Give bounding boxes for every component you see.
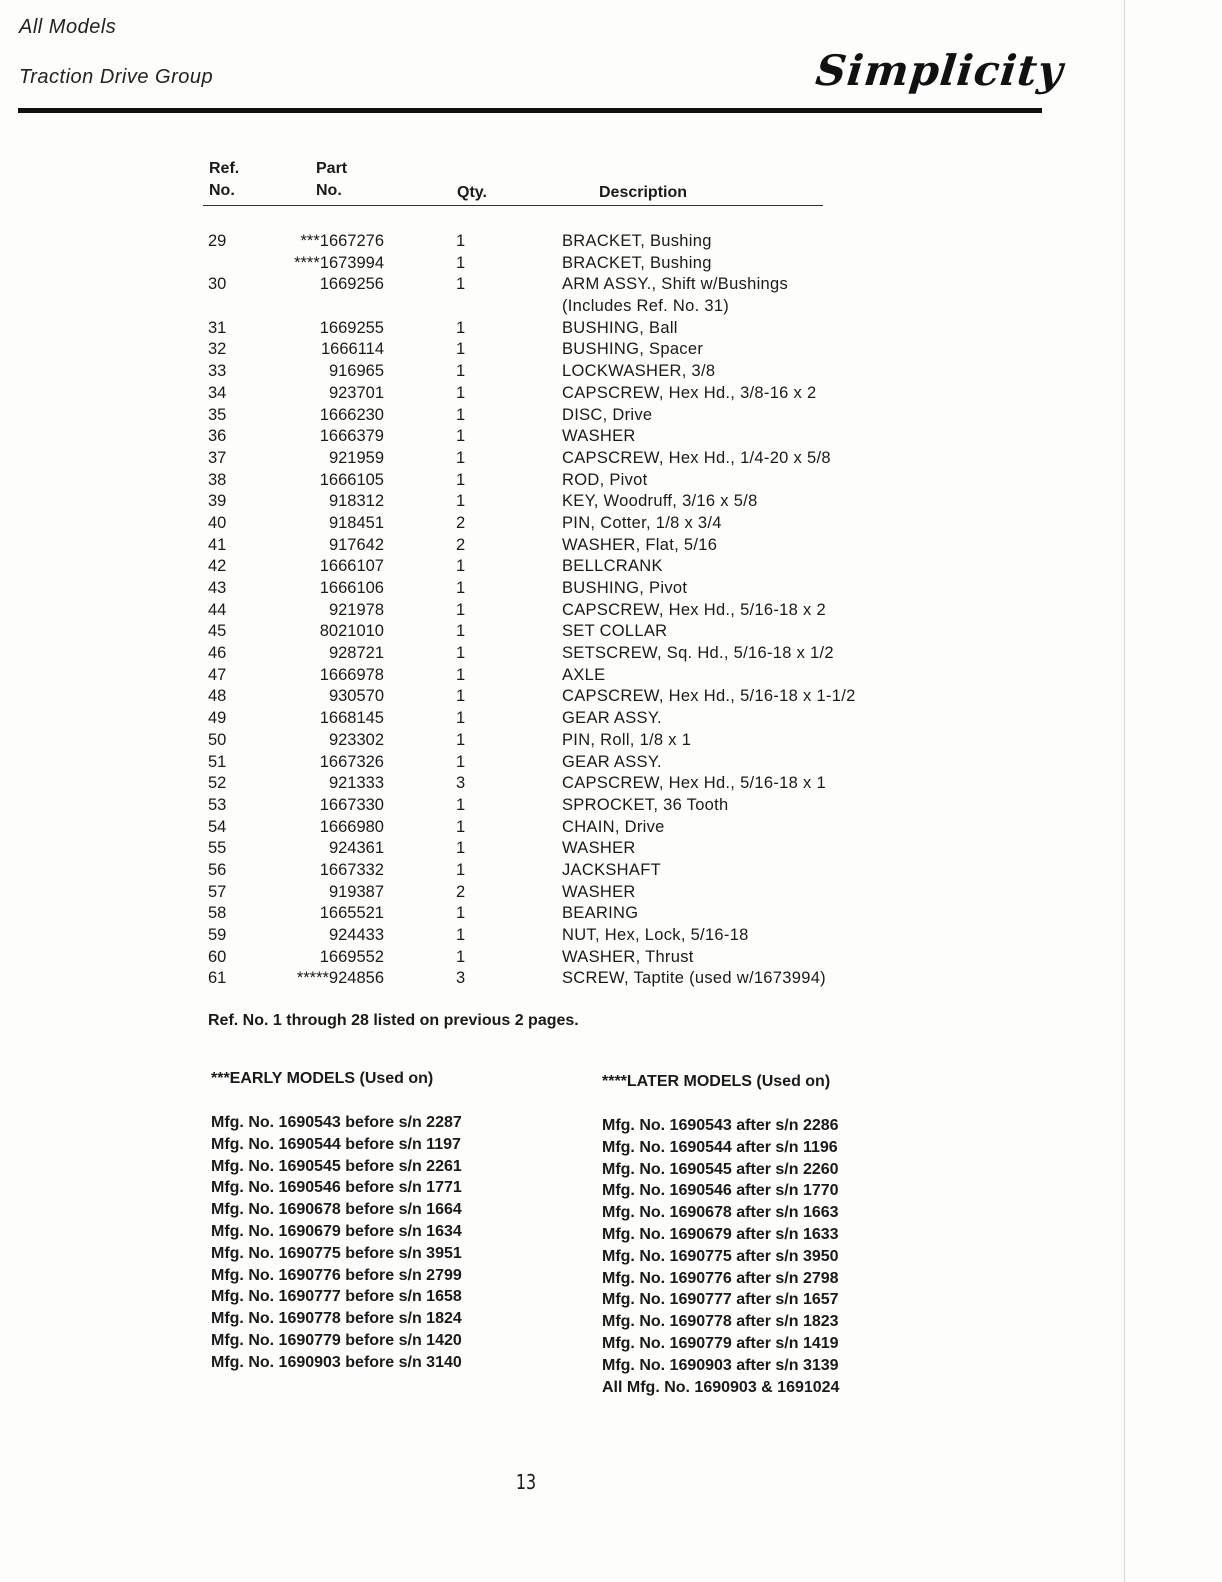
description-cell: CAPSCREW, Hex Hd., 3/8-16 x 2 <box>562 383 817 402</box>
part-number-cell: 1669255 <box>319 318 384 337</box>
ref-cell: 41 <box>208 535 227 554</box>
ref-cell: 30 <box>208 275 227 294</box>
later-models-heading: ****LATER MODELS (Used on) <box>602 1073 831 1090</box>
qty-cell: 1 <box>456 817 466 836</box>
table-row <box>0 621 1222 643</box>
table-row <box>0 773 1222 795</box>
description-cell: (Includes Ref. No. 31) <box>562 297 730 316</box>
table-row <box>0 838 1222 860</box>
qty-cell: 1 <box>456 253 466 272</box>
description-cell: LOCKWASHER, 3/8 <box>562 362 716 381</box>
description-cell: PIN, Roll, 1/8 x 1 <box>562 730 692 749</box>
qty-cell: 1 <box>456 665 466 684</box>
description-cell: JACKSHAFT <box>562 860 661 879</box>
qty-cell: 1 <box>456 448 466 467</box>
description-cell: CAPSCREW, Hex Hd., 5/16-18 x 1-1/2 <box>562 687 856 706</box>
part-number-cell: 1667330 <box>319 795 384 814</box>
model-line: Mfg. No. 1690776 after s/n 2798 <box>602 1269 839 1287</box>
qty-cell: 1 <box>456 383 466 402</box>
column-header-ref <box>209 158 239 202</box>
column-header-ref-line2: No. <box>209 182 235 199</box>
qty-cell: 1 <box>456 622 466 641</box>
model-line: Mfg. No. 1690778 before s/n 1824 <box>211 1310 462 1328</box>
part-number-cell: 1665521 <box>319 904 384 923</box>
model-line: Mfg. No. 1690545 before s/n 2261 <box>211 1157 462 1175</box>
ref-cell: 50 <box>208 730 227 749</box>
model-line: Mfg. No. 1690778 after s/n 1823 <box>602 1313 839 1331</box>
table-row <box>0 296 1222 318</box>
ref-cell: 38 <box>208 470 227 489</box>
description-cell: SCREW, Taptite (used w/1673994) <box>562 969 826 988</box>
part-number-cell: 930570 <box>328 687 384 706</box>
ref-cell: 29 <box>208 232 227 250</box>
ref-cell: 52 <box>208 774 227 793</box>
qty-cell: 1 <box>456 644 466 663</box>
ref-cell: 55 <box>208 839 227 858</box>
part-number-cell: 1667332 <box>319 860 384 879</box>
model-line: Mfg. No. 1690903 before s/n 3140 <box>211 1353 462 1371</box>
later-models-list <box>602 1071 839 1398</box>
model-line: Mfg. No. 1690775 after s/n 3950 <box>602 1247 839 1265</box>
part-number-cell: ****1673994 <box>294 253 384 272</box>
table-row <box>0 448 1222 470</box>
model-line: Mfg. No. 1690679 after s/n 1633 <box>602 1225 839 1243</box>
qty-cell: 2 <box>456 882 466 901</box>
description-cell: WASHER <box>562 427 636 446</box>
description-cell: BUSHING, Ball <box>562 318 678 337</box>
column-header-rule <box>203 205 823 206</box>
model-line: Mfg. No. 1690678 after s/n 1663 <box>602 1204 839 1222</box>
ref-cell: 59 <box>208 926 227 944</box>
qty-cell: 1 <box>456 275 466 294</box>
qty-cell: 1 <box>456 362 466 381</box>
ref-cell: 46 <box>208 644 227 663</box>
part-number-cell: *****924856 <box>296 969 384 988</box>
table-row <box>0 817 1222 839</box>
part-number-cell: 1666978 <box>319 665 384 684</box>
description-cell: AXLE <box>562 665 606 684</box>
ref-cell: 49 <box>208 709 227 728</box>
ref-cell: 54 <box>208 817 227 836</box>
table-row <box>0 665 1222 687</box>
model-line: Mfg. No. 1690678 before s/n 1664 <box>211 1201 462 1219</box>
table-row <box>0 578 1222 600</box>
model-line: Mfg. No. 1690546 after s/n 1770 <box>602 1182 839 1200</box>
table-row <box>0 882 1222 904</box>
ref-cell: 57 <box>208 882 227 901</box>
qty-cell: 3 <box>456 969 466 988</box>
part-number-cell: 928721 <box>328 644 384 663</box>
table-row <box>0 405 1222 427</box>
part-number-cell: 918451 <box>328 513 384 532</box>
table-row <box>0 643 1222 665</box>
ref-cell: 56 <box>208 860 227 879</box>
ref-cell: 36 <box>208 427 227 446</box>
header-rule <box>18 108 1042 113</box>
ref-cell: 43 <box>208 579 227 597</box>
qty-cell: 1 <box>456 340 466 359</box>
table-row <box>0 426 1222 448</box>
part-number-cell: ***1667276 <box>300 232 384 250</box>
model-line: Mfg. No. 1690779 before s/n 1420 <box>211 1331 462 1349</box>
part-number-cell: 917642 <box>328 535 384 554</box>
description-cell: SPROCKET, 36 Tooth <box>562 795 729 814</box>
description-cell: WASHER, Flat, 5/16 <box>562 535 718 554</box>
part-number-cell: 919387 <box>328 882 384 901</box>
model-line: Mfg. No. 1690777 before s/n 1658 <box>211 1288 462 1306</box>
ref-cell: 58 <box>208 904 227 923</box>
table-row <box>0 535 1222 557</box>
model-line: Mfg. No. 1690679 before s/n 1634 <box>211 1222 462 1240</box>
part-number-cell: 918312 <box>328 492 384 511</box>
qty-cell: 1 <box>456 318 466 337</box>
models-label: All Models <box>19 16 117 38</box>
part-number-cell: 1666107 <box>319 557 384 576</box>
table-row <box>0 686 1222 708</box>
table-row <box>0 730 1222 752</box>
model-line: All Mfg. No. 1690903 & 1691024 <box>602 1378 840 1396</box>
description-cell: ARM ASSY., Shift w/Bushings <box>562 275 789 294</box>
qty-cell: 1 <box>456 947 466 966</box>
description-cell: BEARING <box>562 904 639 923</box>
model-line: Mfg. No. 1690543 after s/n 2286 <box>602 1117 839 1134</box>
description-cell: BELLCRANK <box>562 557 663 576</box>
description-cell: WASHER <box>562 882 636 901</box>
column-header-ref-line1: Ref. <box>209 160 240 177</box>
qty-cell: 1 <box>456 709 466 728</box>
qty-cell: 1 <box>456 579 466 597</box>
part-number-cell: 924361 <box>328 839 384 858</box>
description-cell: CAPSCREW, Hex Hd., 5/16-18 x 1 <box>562 774 826 793</box>
model-line: Mfg. No. 1690776 before s/n 2799 <box>211 1266 462 1284</box>
ref-cell: 32 <box>208 340 227 359</box>
table-row <box>0 708 1222 730</box>
model-line: Mfg. No. 1690544 after s/n 1196 <box>602 1138 838 1156</box>
ref-cell: 37 <box>208 448 227 467</box>
ref-cell: 34 <box>208 383 227 402</box>
model-line: Mfg. No. 1690543 before s/n 2287 <box>211 1114 462 1131</box>
table-row <box>0 513 1222 535</box>
table-row <box>0 925 1222 947</box>
model-line: Mfg. No. 1690546 before s/n 1771 <box>211 1179 462 1197</box>
qty-cell: 1 <box>456 730 466 749</box>
model-line: Mfg. No. 1690779 after s/n 1419 <box>602 1334 839 1352</box>
part-number-cell: 1666114 <box>320 340 384 359</box>
part-number-cell: 8021010 <box>319 622 384 641</box>
description-cell: SET COLLAR <box>562 622 668 641</box>
column-header-part-line1: Part <box>316 160 348 177</box>
early-models-list <box>211 1068 462 1374</box>
part-number-cell: 921333 <box>328 774 384 793</box>
description-cell: SETSCREW, Sq. Hd., 5/16-18 x 1/2 <box>562 644 834 663</box>
qty-cell: 1 <box>456 405 466 424</box>
part-number-cell: 923302 <box>328 730 384 749</box>
part-number-cell: 1666105 <box>319 470 384 489</box>
qty-cell: 1 <box>456 687 466 706</box>
table-row <box>0 274 1222 296</box>
table-row <box>0 383 1222 405</box>
description-cell: GEAR ASSY. <box>562 709 662 728</box>
table-row <box>0 361 1222 383</box>
description-cell: WASHER <box>562 839 636 858</box>
part-number-cell: 1666230 <box>319 405 384 424</box>
description-cell: BRACKET, Bushing <box>562 253 712 272</box>
table-row <box>0 253 1222 275</box>
description-cell: ROD, Pivot <box>562 470 648 489</box>
description-cell: CAPSCREW, Hex Hd., 5/16-18 x 2 <box>562 600 826 619</box>
part-number-cell: 916965 <box>328 362 384 381</box>
table-row <box>0 491 1222 513</box>
table-row <box>0 903 1222 925</box>
qty-cell: 1 <box>456 926 466 944</box>
qty-cell: 3 <box>456 774 466 793</box>
ref-cell: 48 <box>208 687 227 706</box>
description-cell: CHAIN, Drive <box>562 817 665 836</box>
qty-cell: 1 <box>456 752 466 771</box>
part-number-cell: 921959 <box>328 448 384 467</box>
description-cell: PIN, Cotter, 1/8 x 3/4 <box>562 513 722 532</box>
ref-cell: 51 <box>208 752 227 771</box>
table-row <box>0 752 1222 774</box>
description-cell: BUSHING, Pivot <box>562 579 688 597</box>
column-header-description: Description <box>599 184 688 201</box>
description-cell: NUT, Hex, Lock, 5/16-18 <box>562 926 749 944</box>
table-row <box>0 860 1222 882</box>
description-cell: WASHER, Thrust <box>562 947 694 966</box>
table-row <box>0 556 1222 578</box>
ref-cell: 45 <box>208 622 227 641</box>
table-row <box>0 795 1222 817</box>
qty-cell: 1 <box>456 904 466 923</box>
description-cell: DISC, Drive <box>562 405 653 424</box>
ref-cell: 31 <box>208 318 227 337</box>
part-number-cell: 923701 <box>328 383 384 402</box>
table-row <box>0 600 1222 622</box>
group-title: Traction Drive Group <box>19 66 214 88</box>
column-header-qty: Qty. <box>457 184 487 201</box>
model-line: Mfg. No. 1690544 before s/n 1197 <box>211 1135 461 1153</box>
table-row <box>0 968 1222 990</box>
table-row <box>0 231 1222 253</box>
ref-cell: 33 <box>208 362 227 381</box>
ref-cell: 42 <box>208 557 227 576</box>
brand-logo: Simplicity <box>813 46 1066 95</box>
qty-cell: 1 <box>456 470 466 489</box>
part-number-cell: 1666980 <box>319 817 384 836</box>
description-cell: KEY, Woodruff, 3/16 x 5/8 <box>562 492 758 511</box>
part-number-cell: 1669552 <box>319 947 384 966</box>
qty-cell: 1 <box>456 232 466 250</box>
early-models-heading: ***EARLY MODELS (Used on) <box>211 1070 434 1087</box>
part-number-cell: 1666106 <box>319 579 384 597</box>
part-number-cell: 921978 <box>328 600 384 619</box>
ref-cell: 60 <box>208 947 227 966</box>
model-line: Mfg. No. 1690545 after s/n 2260 <box>602 1160 839 1178</box>
ref-cell: 61 <box>208 969 227 988</box>
ref-cell: 35 <box>208 405 227 424</box>
qty-cell: 1 <box>456 427 466 446</box>
part-number-cell: 924433 <box>328 926 384 944</box>
table-row <box>0 947 1222 969</box>
model-line: Mfg. No. 1690903 after s/n 3139 <box>602 1356 839 1374</box>
qty-cell: 1 <box>456 557 466 576</box>
ref-cell: 44 <box>208 600 227 619</box>
ref-cell: 47 <box>208 665 227 684</box>
ref-cell: 53 <box>208 795 227 814</box>
description-cell: BRACKET, Bushing <box>562 232 712 250</box>
qty-cell: 1 <box>456 795 466 814</box>
column-header-part <box>316 158 347 202</box>
qty-cell: 2 <box>456 535 466 554</box>
parts-table <box>0 231 1222 990</box>
reference-note: Ref. No. 1 through 28 listed on previous 2 pages. <box>208 1012 579 1029</box>
qty-cell: 2 <box>456 513 466 532</box>
model-line: Mfg. No. 1690775 before s/n 3951 <box>211 1244 462 1262</box>
qty-cell: 1 <box>456 600 466 619</box>
model-line: Mfg. No. 1690777 after s/n 1657 <box>602 1291 839 1309</box>
qty-cell: 1 <box>456 860 466 879</box>
table-row <box>0 339 1222 361</box>
qty-cell: 1 <box>456 492 466 511</box>
qty-cell: 1 <box>456 839 466 858</box>
description-cell: CAPSCREW, Hex Hd., 1/4-20 x 5/8 <box>562 448 831 467</box>
part-number-cell: 1669256 <box>319 275 384 294</box>
table-row <box>0 470 1222 492</box>
ref-cell: 39 <box>208 492 227 511</box>
ref-cell: 40 <box>208 513 227 532</box>
part-number-cell: 1667326 <box>319 752 384 771</box>
part-number-cell: 1668145 <box>319 709 384 728</box>
column-header-part-line2: No. <box>316 182 342 199</box>
description-cell: GEAR ASSY. <box>562 752 662 771</box>
part-number-cell: 1666379 <box>319 427 384 446</box>
description-cell: BUSHING, Spacer <box>562 340 704 359</box>
page-number: 13 <box>515 1470 537 1494</box>
table-row <box>0 318 1222 340</box>
